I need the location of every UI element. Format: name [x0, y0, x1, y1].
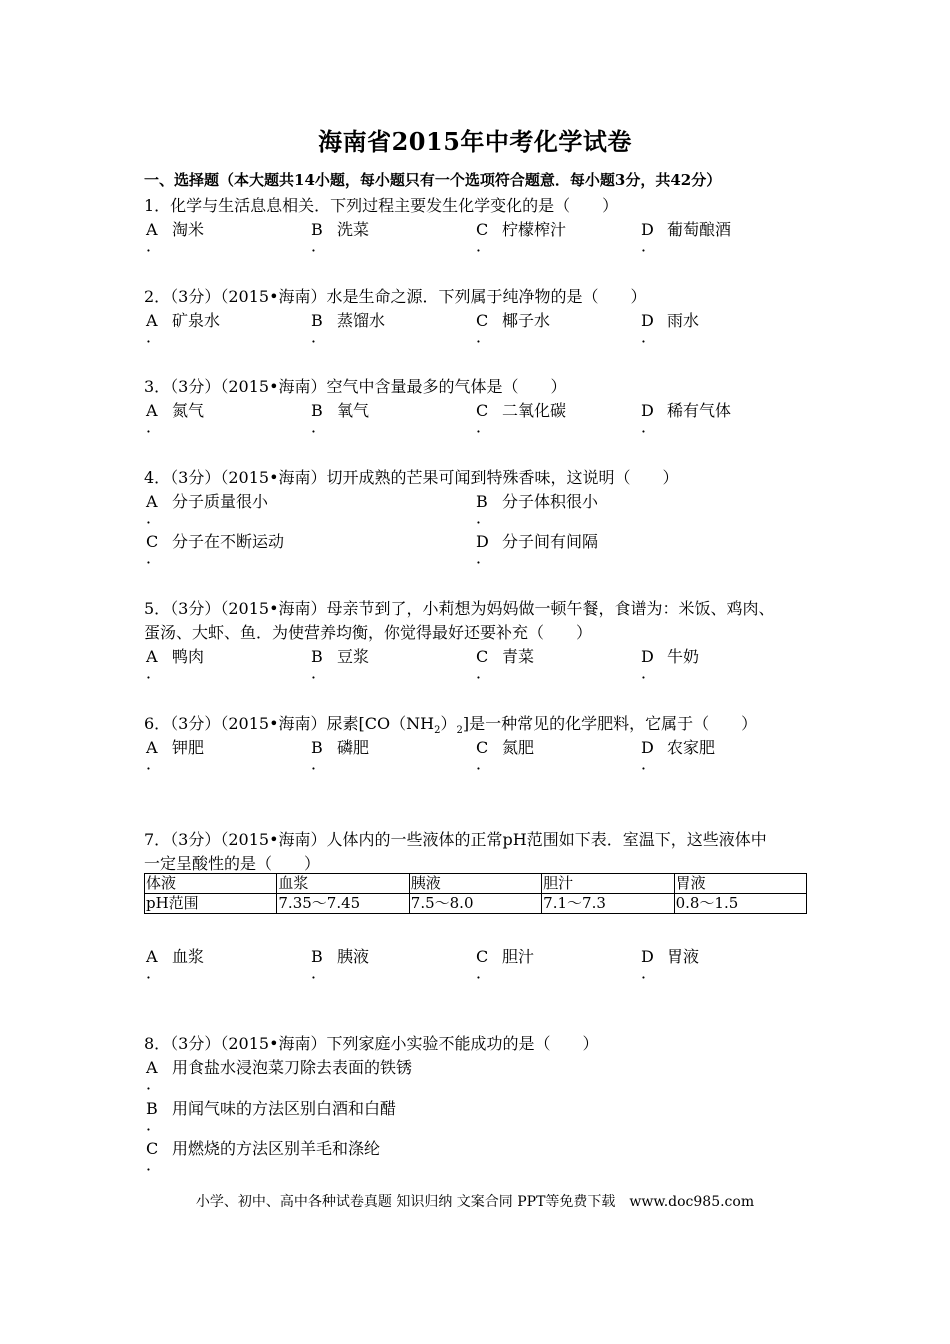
q5-dot-a: ．	[146, 663, 163, 682]
q8-dot-a: ．	[146, 1074, 163, 1093]
q6-option-c: C 氮肥	[476, 738, 535, 757]
q7-option-a: A 血浆	[146, 947, 205, 966]
table-row	[145, 894, 807, 914]
q1-option-a: A 淘米	[146, 220, 205, 239]
q3-option-c: C 二氧化碳	[476, 401, 567, 420]
q3-dot-b: ．	[311, 417, 328, 436]
table-cell: 胰液	[409, 874, 541, 894]
q2-dot-a: ．	[146, 327, 163, 346]
table-cell: 0.8～1.5	[674, 894, 806, 914]
exam-title: 海南省2015年中考化学试卷	[318, 127, 632, 156]
section-heading: 一、选择题（本大题共14小题，每小题只有一个选项符合题意．每小题3分，共42分）	[144, 171, 722, 189]
q3-dot-d: ．	[641, 417, 658, 436]
q5-dot-c: ．	[476, 663, 493, 682]
q2-option-d: D 雨水	[641, 311, 700, 330]
q6-dot-d: ．	[641, 754, 658, 773]
q3-dot-c: ．	[476, 417, 493, 436]
q2-option-a: A 矿泉水	[146, 311, 221, 330]
q5-dot-d: ．	[641, 663, 658, 682]
question-7-stem-line2: 一定呈酸性的是（ ）	[144, 854, 321, 873]
q7-option-b: B 胰液	[311, 947, 370, 966]
question-6-stem: 6．（3分）（2015•海南）尿素$[CO(NH_2)_2]$是一种常见的化学肥料，它属于（ ）	[144, 714, 758, 737]
q2-dot-c: ．	[476, 327, 493, 346]
table-cell: 血浆	[277, 874, 409, 894]
footer-text: 小学、初中、高中各种试卷真题 知识归纳 文案合同 PPT等免费下载 www.doc985.com	[195, 1194, 755, 1210]
q6-option-d: D 农家肥	[641, 738, 716, 757]
table-cell: pH范围	[145, 894, 277, 914]
q7-option-c: C 胆汁	[476, 947, 535, 966]
q8-dot-b: ．	[146, 1115, 163, 1134]
q1-option-d: D 葡萄酿酒	[641, 220, 732, 239]
question-4-stem: 4．（3分）（2015•海南）切开成熟的芒果可闻到特殊香味，这说明（ ）	[144, 468, 679, 487]
question-2-stem: 2．（3分）（2015•海南）水是生命之源．下列属于纯净物的是（ ）	[144, 287, 647, 306]
question-1-stem: 1．化学与生活息息相关．下列过程主要发生化学变化的是（ ）	[144, 196, 619, 215]
question-5-stem-line1: 5．（3分）（2015•海南）母亲节到了，小莉想为妈妈做一顿午餐，食谱为：米饭、鸡肉、	[144, 599, 775, 618]
q1-dot-d: ．	[641, 236, 658, 255]
ph-range-table	[144, 873, 807, 914]
q7-option-d: D 胃液	[641, 947, 700, 966]
question-5-stem-line2: 蛋汤、大虾、鱼．为使营养均衡，你觉得最好还要补充（ ）	[144, 623, 593, 642]
question-7-stem-line1: 7．（3分）（2015•海南）人体内的一些液体的正常pH范围如下表．室温下，这些液体中	[144, 830, 767, 849]
q3-option-b: B 氧气	[311, 401, 370, 420]
q1-option-b: B 洗菜	[311, 220, 370, 239]
question-3-stem: 3．（3分）（2015•海南）空气中含量最多的气体是（ ）	[144, 377, 567, 396]
table-cell: 胃液	[674, 874, 806, 894]
q3-option-d: D 稀有气体	[641, 401, 732, 420]
q4-option-b: B 分子体积很小	[476, 492, 599, 511]
q6-dot-b: ．	[311, 754, 328, 773]
q8-option-c: C 用燃烧的方法区别羊毛和涤纶	[146, 1139, 381, 1158]
q7-dot-d: ．	[641, 963, 658, 982]
q5-option-b: B 豆浆	[311, 647, 370, 666]
q1-dot-a: ．	[146, 236, 163, 255]
q6-option-b: B 磷肥	[311, 738, 370, 757]
q2-dot-b: ．	[311, 327, 328, 346]
q2-option-c: C 椰子水	[476, 311, 551, 330]
q1-option-c: C 柠檬榨汁	[476, 220, 567, 239]
q8-option-b: B 用闻气味的方法区别白酒和白醋	[146, 1099, 397, 1118]
q4-dot-b: ．	[476, 508, 493, 527]
table-header-row	[145, 874, 807, 894]
table-cell: 7.5～8.0	[409, 894, 541, 914]
q5-option-a: A 鸭肉	[146, 647, 205, 666]
q4-option-a: A 分子质量很小	[146, 492, 269, 511]
question-8-stem: 8．（3分）（2015•海南）下列家庭小实验不能成功的是（ ）	[144, 1034, 599, 1053]
q6-dot-a: ．	[146, 754, 163, 773]
q7-dot-b: ．	[311, 963, 328, 982]
q4-dot-d: ．	[476, 548, 493, 567]
q2-option-b: B 蒸馏水	[311, 311, 386, 330]
q8-option-a: A 用食盐水浸泡菜刀除去表面的铁锈	[146, 1058, 413, 1077]
q7-dot-a: ．	[146, 963, 163, 982]
q3-option-a: A 氮气	[146, 401, 205, 420]
q1-dot-b: ．	[311, 236, 328, 255]
q2-dot-d: ．	[641, 327, 658, 346]
q5-option-c: C 青菜	[476, 647, 535, 666]
q6-option-a: A 钾肥	[146, 738, 205, 757]
table-cell: 胆汁	[542, 874, 674, 894]
q5-option-d: D 牛奶	[641, 647, 700, 666]
q8-dot-c: ．	[146, 1155, 163, 1174]
q4-option-d: D 分子间有间隔	[476, 532, 599, 551]
q1-dot-c: ．	[476, 236, 493, 255]
q5-dot-b: ．	[311, 663, 328, 682]
q4-option-c: C 分子在不断运动	[146, 532, 285, 551]
q4-dot-c: ．	[146, 548, 163, 567]
table-cell: 7.35～7.45	[277, 894, 409, 914]
table-cell: 体液	[145, 874, 277, 894]
q7-dot-c: ．	[476, 963, 493, 982]
q4-dot-a: ．	[146, 508, 163, 527]
q6-dot-c: ．	[476, 754, 493, 773]
table-cell: 7.1～7.3	[542, 894, 674, 914]
q3-dot-a: ．	[146, 417, 163, 436]
